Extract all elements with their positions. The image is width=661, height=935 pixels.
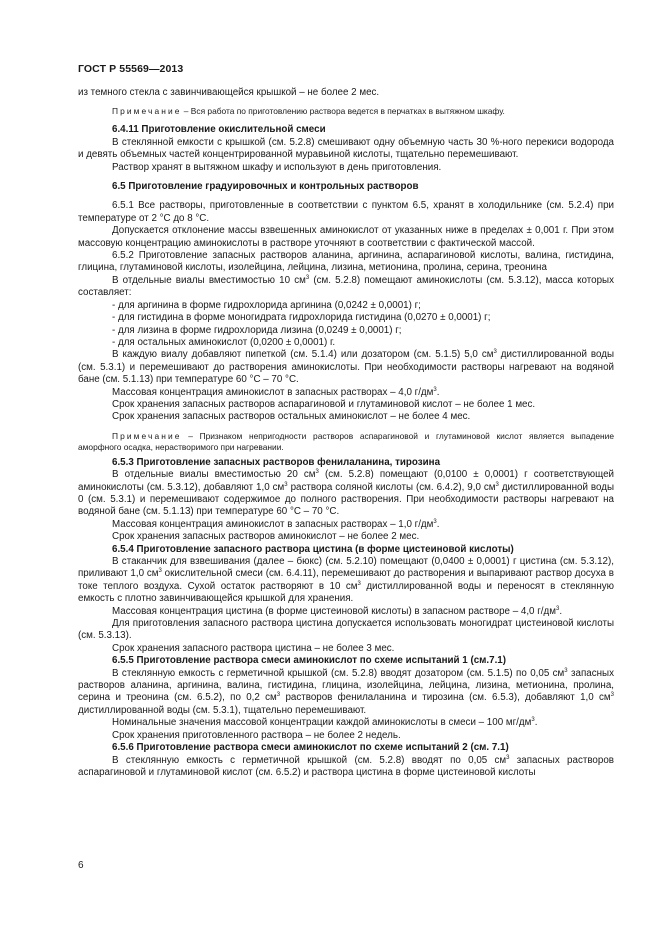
note-label: Примечание bbox=[112, 106, 182, 117]
paragraph bbox=[78, 755, 614, 780]
list-item: - для аргинина в форме гидрохлорида аргинина (0,0242 ± 0,0001) г; bbox=[112, 299, 421, 311]
paragraph: Срок хранения запасных растворов остальных аминокислот – не более 4 мес. bbox=[112, 411, 471, 423]
note-text: – Признаком непригодности растворов аспарагиновой и глутаминовой кислот является выпадение аморфного осадка, нерастворимого при нагревании. bbox=[78, 430, 614, 452]
text-run: . bbox=[559, 605, 563, 617]
text-run: окислительной смеси (см. 6.4.11), перемешивают до растворения и выпаривают раствор досуха в токе теплого воздуха. Сухой остаток растворяют в 10 см bbox=[78, 568, 614, 592]
list-item: - для гистидина в форме моногидрата гидрохлорида гистидина (0,0270 ± 0,0001) г; bbox=[112, 312, 491, 324]
note bbox=[78, 106, 614, 117]
section-heading: 6.5.6 Приготовление раствора смеси аминокислот по схеме испытаний 2 (см. 7.1) bbox=[112, 742, 509, 754]
section-heading: 6.5.3 Приготовление запасных растворов фенилаланина, тирозина bbox=[112, 456, 441, 468]
page-content bbox=[78, 87, 614, 779]
text-run: дистиллированной воды и переносят в стеклянную емкость с плотно завинчивающейся крышкой для хранения. bbox=[78, 580, 614, 605]
paragraph: Срок хранения запасного раствора цистина – не более 3 мес. bbox=[112, 642, 395, 654]
text-run: дистиллированной воды (см. 5.3.1) и перемешивают до растворения аминокислоты. При необходимости растворы нагревают на водяной бане (см. 5.1.13) при температуре 60 °С – 70 °С. bbox=[78, 349, 615, 386]
paragraph: В стеклянной емкости с крышкой (см. 5.2.8) смешивают одну объемную часть 30 %-ного перекиси водорода и девять объемных частей концентрированной муравьиной кислоты, тщательно перемешивают. bbox=[78, 136, 614, 161]
text-run: дистиллированной воды 0 (см. 5.3.1) и перемешивают содержимое до полного растворения. При необходимости растворы нагревают на водяной бане (см. 5.1.13) при температуре 60 °С – 70 °С. bbox=[78, 481, 614, 518]
paragraph: из темного стекла с завинчивающейся крышкой – не более 2 мес. bbox=[78, 87, 380, 98]
superscript: 3 bbox=[531, 717, 535, 724]
paragraph: 6.5.1 Все растворы, приготовленные в соответствии с пунктом 6.5, хранят в холодильнике (см. 5.2.4) при температуре от 2 °С до 8 °С. bbox=[78, 200, 614, 224]
text-run: запасных растворов аланина, аргинина, валина, гистидина, глицина, изолейцина, лейцина, лизина, метионина, пролина, серина и треонина (см. 6.5.2), по 0,2 см bbox=[78, 667, 614, 704]
text-run: Массовая концентрация аминокислот в запасных растворах – 1,0 г/дм bbox=[112, 518, 434, 530]
text-run: дистиллированной воды (см. 5.3.1), тщательно перемешивают. bbox=[78, 704, 367, 716]
paragraph bbox=[78, 668, 614, 718]
paragraph bbox=[78, 469, 614, 519]
section-heading: 6.5.4 Приготовление запасного раствора цистина (в форме цистеиновой кислоты) bbox=[112, 543, 514, 555]
superscript: 3 bbox=[433, 518, 437, 525]
text-run: . bbox=[436, 518, 440, 530]
text-run: В стеклянную емкость с герметичной крышкой (см. 5.2.8) вводят дозатором (см. 5.1.5) по 0,05 см bbox=[112, 667, 565, 679]
paragraph: Срок хранения запасных растворов аспарагиновой и глутаминовой кислот – не более 1 мес. bbox=[112, 398, 536, 410]
paragraph: Срок хранения приготовленного раствора – не более 2 недель. bbox=[112, 729, 401, 741]
paragraph bbox=[78, 275, 614, 300]
text-run: . bbox=[436, 386, 440, 398]
text-run: . bbox=[534, 717, 538, 729]
paragraph bbox=[78, 519, 614, 531]
text-run: (см. 5.2.8) помещают (0,0100 ± 0,0001) г соответствующей аминокислоты (см. 5.3.12), добавляют 1,0 см bbox=[78, 469, 615, 493]
paragraph: Срок хранения запасных растворов аминокислот – не более 2 мес. bbox=[112, 531, 420, 543]
text-run: Массовая концентрация цистина (в форме цистеиновой кислоты) в запасном растворе – 4,0 г/дм bbox=[112, 605, 556, 617]
paragraph: Для приготовления запасного раствора цистина допускается использовать моногидрат цистеиновой кислоты (см. 5.3.13). bbox=[78, 618, 614, 642]
superscript: 3 bbox=[506, 754, 510, 761]
superscript: 3 bbox=[357, 580, 361, 587]
text-run: растворов фенилаланина и тирозина (см. 6.5.3), добавляют 1,0 см bbox=[280, 692, 611, 704]
note-text: – Вся работа по приготовлению раствора ведется в перчатках в вытяжном шкафу. bbox=[181, 106, 505, 117]
superscript: 3 bbox=[315, 469, 319, 476]
note bbox=[78, 431, 614, 453]
section-heading: 6.5.5 Приготовление раствора смеси аминокислот по схеме испытаний 1 (см.7.1) bbox=[112, 655, 507, 667]
paragraph bbox=[78, 556, 614, 606]
section-heading: 6.4.11 Приготовление окислительной смеси bbox=[112, 124, 326, 136]
paragraph bbox=[78, 387, 614, 399]
section-heading: 6.5 Приготовление градуировочных и контрольных растворов bbox=[112, 181, 419, 193]
superscript: 3 bbox=[610, 692, 614, 699]
superscript: 3 bbox=[495, 481, 499, 488]
superscript: 3 bbox=[433, 386, 437, 393]
paragraph bbox=[78, 349, 614, 386]
text-run: запасных растворов аспарагиновой и глутаминовой кислот (см. 6.5.2) и раствора цистина в форме цистеиновой кислоты bbox=[78, 754, 614, 778]
text-run: Номинальные значения массовой концентрации каждой аминокислоты в смеси – 100 мг/дм bbox=[112, 717, 532, 729]
text-run: раствора соляной кислоты (см. 6.4.2), 9,0 см bbox=[287, 481, 496, 493]
paragraph bbox=[78, 606, 614, 618]
note-label: Примечание bbox=[112, 430, 182, 441]
text-run: Массовая концентрация аминокислот в запасных растворах – 4,0 г/дм bbox=[112, 386, 434, 398]
paragraph: Раствор хранят в вытяжном шкафу и используют в день приготовления. bbox=[112, 161, 442, 173]
text-run: (см. 5.2.8) помещают аминокислоты (см. 5.3.12), масса которых составляет: bbox=[78, 274, 614, 299]
text-run: В каждую виалу добавляют пипеткой (см. 5.1.4) или дозатором (см. 5.1.5) 5,0 см bbox=[112, 349, 494, 361]
text-run: В отдельные виалы вместимостью 20 см bbox=[112, 469, 316, 481]
paragraph bbox=[78, 717, 614, 729]
superscript: 3 bbox=[493, 349, 497, 356]
list-item: - для остальных аминокислот (0,0200 ± 0,0001) г. bbox=[112, 336, 336, 348]
text-run: В стаканчик для взвешивания (далее – бюкс) (см. 5.2.10) помещают (0,0400 ± 0,0001) г цистина (см. 5.3.12), приливают 1,0 см bbox=[78, 556, 614, 580]
superscript: 3 bbox=[284, 481, 288, 488]
text-run: В отдельные виалы вместимостью 10 см bbox=[112, 274, 306, 286]
paragraph: Допускается отклонение массы взвешенных аминокислот от указанных ниже в пределах ± 0,001 г. При этом массовую концентрацию аминокислоты в растворе уточняют в соответствии с фактической массой. bbox=[78, 225, 614, 249]
paragraph: 6.5.2 Приготовление запасных растворов аланина, аргинина, аспарагиновой кислоты, валина, гистидина, глицина, глутаминовой кислоты, изолейцина, лейцина, лизина, метионина, пролина, серина, треонина bbox=[78, 250, 614, 274]
page-number: 6 bbox=[78, 860, 84, 871]
text-run: В стеклянную емкость с герметичной крышкой (см. 5.2.8) вводят по 0,05 см bbox=[112, 754, 507, 766]
list-item: - для лизина в форме гидрохлорида лизина (0,0249 ± 0,0001) г; bbox=[112, 324, 402, 336]
superscript: 3 bbox=[555, 605, 560, 612]
superscript: 3 bbox=[305, 274, 310, 281]
superscript: 3 bbox=[158, 568, 162, 575]
superscript: 3 bbox=[564, 667, 568, 674]
document-header: ГОСТ Р 55569—2013 bbox=[78, 63, 184, 75]
superscript: 3 bbox=[276, 692, 281, 699]
